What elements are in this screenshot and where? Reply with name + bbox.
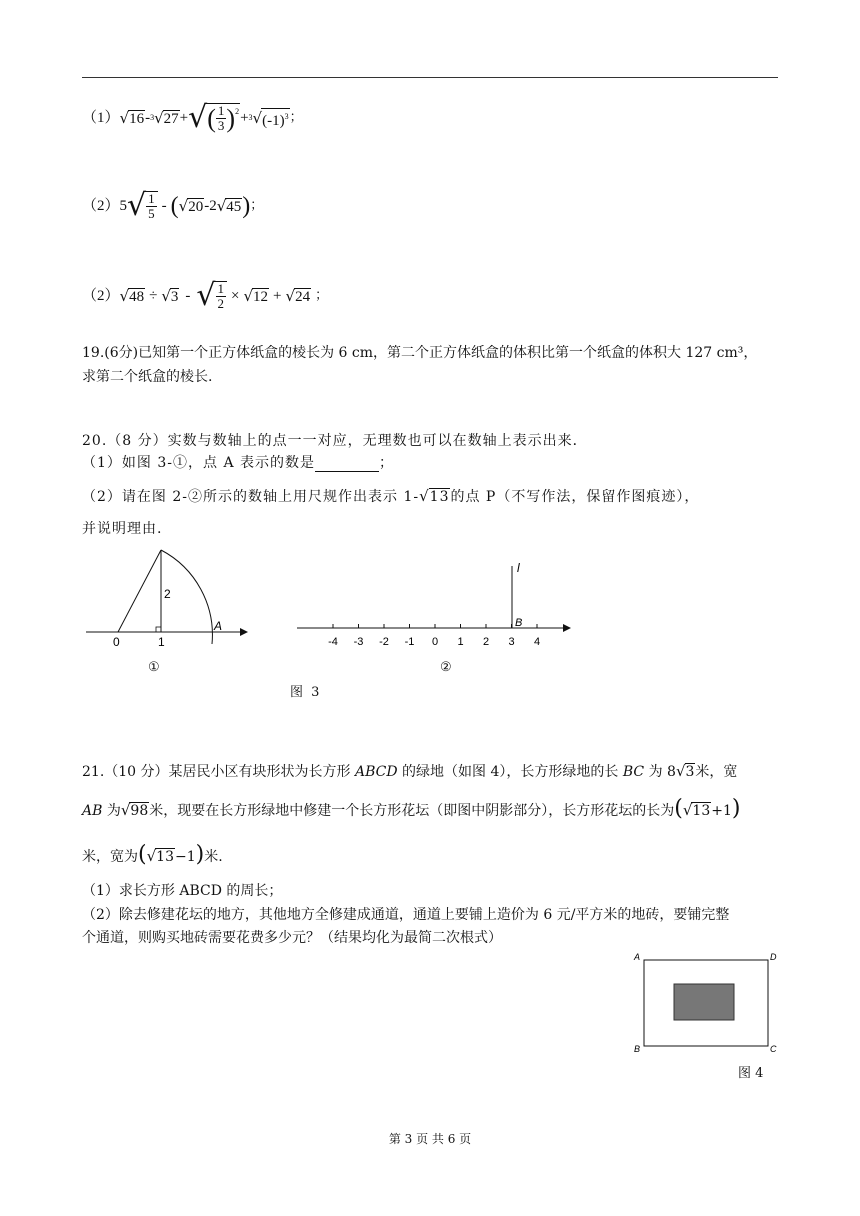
tick-label: -3: [353, 636, 364, 648]
tick-label: 2: [482, 636, 490, 648]
problem-2b: （2） √ 48 ÷ √ 3 - √ $\frac{1}{2}$ × √ 12 + √ 24 ；: [82, 278, 329, 313]
sqrt-12: 12: [253, 288, 269, 305]
label-0: 0: [113, 635, 120, 649]
tick-label: 3: [508, 636, 515, 648]
q20-line4: 并说明理由.: [82, 521, 163, 537]
tick-label: 1: [457, 636, 464, 648]
q19-line1: 19.(6分)已知第一个正方体纸盒的棱长为 6 cm，第二个正方体纸盒的体积比第一个纸盒的体积大 127 cm³，: [82, 345, 758, 361]
tick-label: 4: [533, 636, 541, 648]
sqrt-45: 45: [226, 198, 242, 215]
axis-arrow: [240, 628, 248, 636]
figure-3-right: [295, 556, 580, 656]
q20-line2: [82, 454, 394, 472]
sqrt-one-half: $\frac{1}{2}$: [215, 281, 228, 311]
q19-line2: 求第二个纸盒的棱长.: [82, 369, 213, 385]
sqrt-frac-squared: ( $\frac{1}{3}$ ) $^2$: [207, 103, 240, 133]
problem-2b-tail: ；: [315, 288, 329, 303]
sqrt-48: 48: [129, 288, 145, 305]
minus-one: −1: [174, 849, 196, 865]
q20-line1: 20.（8 分）实数与数轴上的点一一对应，无理数也可以在数轴上表示出来．: [82, 433, 588, 449]
q20-part2-tail: 的点 P（不写作法，保留作图痕迹），: [450, 489, 700, 505]
q21-text-a: 21.（10 分）某居民小区有块形状为长方形: [82, 764, 355, 780]
q20-part1-text: （1）如图 3-①，点 A 表示的数是: [82, 455, 316, 471]
label-2: 2: [164, 587, 171, 601]
answer-blank: [315, 457, 379, 472]
flower-bed: [674, 984, 734, 1020]
fig3-left-caption: ①: [148, 660, 160, 675]
label-A: A: [634, 952, 641, 962]
sqrt-one-fifth: $\frac{1}{5}$: [145, 191, 158, 221]
header-rule: [82, 77, 778, 78]
q21-text-e: 为 8: [644, 764, 676, 780]
figure-4: [630, 948, 780, 1058]
page-footer: 第 3 页 共 6 页: [388, 1132, 472, 1146]
fig3-caption: 图 3: [290, 685, 322, 700]
label-D: D: [770, 952, 777, 962]
q21-ab: AB: [82, 803, 103, 819]
label-A: A: [214, 619, 223, 633]
q21-text-3a: 米，宽为: [82, 849, 138, 865]
q21-text-g: 米，宽: [695, 764, 738, 780]
tick-label: -1: [404, 636, 415, 648]
sqrt-13-length: 13: [692, 803, 711, 819]
label-1: 1: [158, 635, 165, 649]
q21-sub2: （2）除去修建花坛的地方，其他地方全修建成通道，通道上要铺上造价为 6 元/平方米的地砖，要铺完整: [82, 907, 730, 923]
q21-text-3d: 米.: [204, 849, 223, 865]
q20-part2-text: （2）请在图 2-②所示的数轴上用尺规作出表示 1-: [82, 489, 420, 505]
cbrt-neg1-cubed: $(-1)^3$: [261, 108, 290, 129]
axis-arrow: [563, 624, 571, 632]
hypotenuse: [118, 550, 161, 632]
sqrt-16: 16: [129, 110, 145, 127]
problem-2b-label: （2）: [82, 288, 120, 304]
q21-sub1: （1）求长方形 ABCD 的周长；: [82, 883, 283, 899]
problem-2a-label: （2）: [82, 198, 120, 214]
label-C: C: [770, 1044, 777, 1054]
sqrt-13: 13: [429, 489, 450, 505]
problem-2a-tail: ；: [250, 198, 264, 213]
problem-1: （1） √ 16 - 3 √ 27 + √ ( $\frac{1}{3}$ ) $^2$ + 3 √ $(-1)^3$ ；: [82, 100, 303, 135]
plus-one: +1: [711, 803, 732, 819]
cbrt-27: 27: [163, 110, 179, 127]
problem-1-label: （1）: [82, 110, 120, 126]
q21-sub3: 个通道，则购买地砖需要花费多少元？（结果均化为最简二次根式）: [82, 930, 502, 946]
q21-abcd: ABCD: [354, 764, 398, 780]
sqrt-24: 24: [295, 288, 311, 305]
q20-line3: （2）请在图 2-②所示的数轴上用尺规作出表示 1-√13的点 P（不写作法，保留作图痕迹），: [82, 487, 700, 505]
q21-text-2d: 米，现要在长方形绿地中修建一个长方形花坛（即图中阴影部分），长方形花坛的长为: [149, 803, 675, 819]
sqrt-98: 98: [130, 803, 149, 819]
tick-label: -4: [328, 636, 338, 648]
q21-line1: 21.（10 分）某居民小区有块形状为长方形 ABCD 的绿地（如图 4），长方形绿地的长 BC 为 8√3米，宽: [82, 762, 738, 780]
sqrt-3: 3: [170, 288, 179, 305]
q21-line3: 米，宽为(√13−1)米.: [82, 842, 223, 867]
problem-1-tail: ；: [289, 110, 303, 125]
figure-3-left: [80, 540, 250, 660]
sqrt-13-width: 13: [156, 849, 174, 865]
fig3-right-caption: ②: [440, 660, 452, 675]
sqrt-20: 20: [188, 198, 204, 215]
q21-line2: AB 为√98米，现要在长方形绿地中修建一个长方形花坛（即图中阴影部分），长方形花坛的长为(√13+1): [82, 796, 741, 821]
q21-text-2b: 为: [102, 803, 121, 819]
label-B: B: [634, 1044, 641, 1054]
sqrt-3-bc: 3: [685, 764, 695, 780]
tick-label: 0: [431, 636, 439, 648]
right-angle-mark: [156, 627, 161, 632]
problem-2a: （2） 5 √ $\frac{1}{5}$ - ( √ 20 -2 √ 45 ) ；: [82, 188, 264, 223]
q21-bc: BC: [622, 764, 645, 780]
tick-label: -2: [379, 636, 389, 648]
q20-part1-tail: ；: [379, 455, 395, 471]
fig4-caption: 图 4: [738, 1066, 764, 1081]
q21-text-c: 的绿地（如图 4），长方形绿地的长: [397, 764, 623, 780]
label-l: l: [517, 561, 520, 575]
label-B: B: [515, 617, 523, 629]
